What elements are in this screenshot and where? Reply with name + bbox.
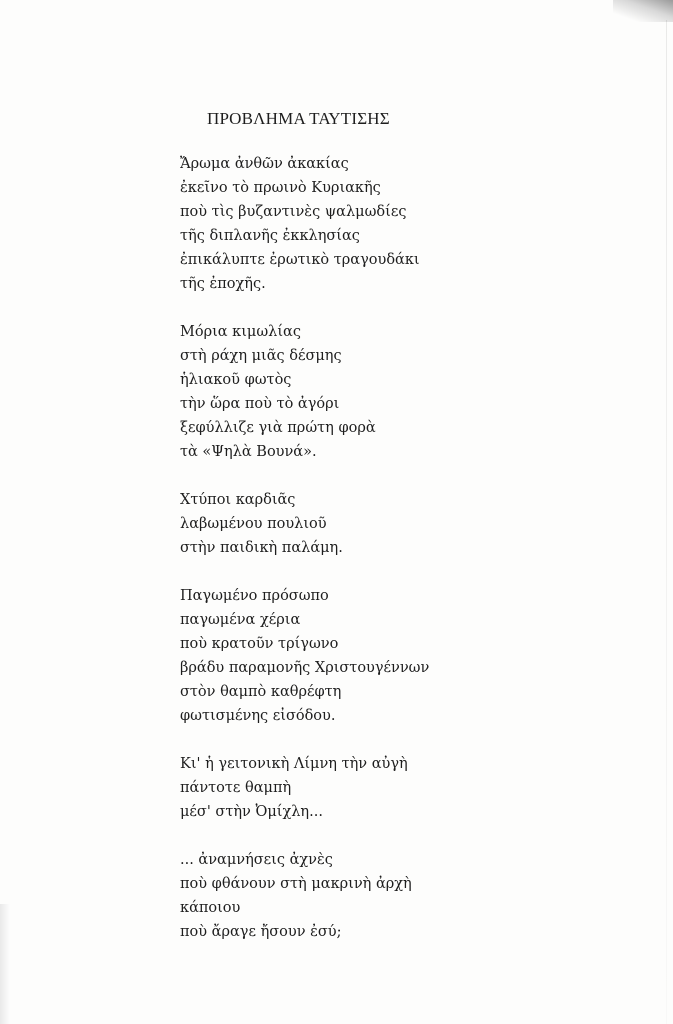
- poem-line: μέσ' στὴν Ὀμίχλη...: [180, 804, 323, 820]
- poem-line: ποὺ τὶς βυζαντινὲς ψαλμωδίες: [180, 204, 407, 220]
- poem-line: ξεφύλλιζε γιὰ πρώτη φορὰ: [180, 420, 376, 436]
- poem-line: τὴν ὥρα ποὺ τὸ ἀγόρι: [180, 396, 340, 412]
- poem-line: ἡλιακοῦ φωτὸς: [180, 372, 292, 388]
- stanza: [180, 752, 660, 824]
- poem-line: φωτισμένης εἰσόδου.: [180, 708, 336, 724]
- poem-line: τῆς διπλανῆς ἐκκλησίας: [180, 228, 360, 244]
- stanza: [180, 584, 660, 728]
- poem-line: ποὺ φθάνουν στὴ μακρινὴ ἀρχὴ: [180, 876, 412, 892]
- stanza: [180, 488, 660, 560]
- poem-line: παγωμένα χέρια: [180, 612, 301, 628]
- poem-line: Χτύποι καρδιᾶς: [180, 492, 296, 508]
- poem-line: κάποιου: [180, 900, 241, 916]
- poem-line: Ἄρωμα ἀνθῶν ἀκακίας: [180, 156, 349, 172]
- poem-line: πάντοτε θαμπὴ: [180, 780, 292, 796]
- page-corner-shadow: [613, 0, 673, 22]
- poem-line: λαβωμένου πουλιοῦ: [180, 516, 327, 532]
- poem-line: στὸν θαμπὸ καθρέφτη: [180, 684, 342, 700]
- poem-line: τὰ «Ψηλὰ Βουνά».: [180, 444, 317, 460]
- poem-line: στὴν παιδικὴ παλάμη.: [180, 540, 343, 556]
- poem-line: στὴ ράχη μιᾶς δέσμης: [180, 348, 342, 364]
- poem-line: τῆς ἐποχῆς.: [180, 276, 266, 292]
- poem-line: Μόρια κιμωλίας: [180, 324, 301, 340]
- poem-line: ... ἀναμνήσεις ἀχνὲς: [180, 852, 333, 868]
- page-edge: [666, 20, 667, 1024]
- stanza: [180, 320, 660, 464]
- stanza: [180, 152, 660, 296]
- poem-line: ἐκεῖνο τὸ πρωινὸ Κυριακῆς: [180, 180, 381, 196]
- poem-title: ΠΡΟΒΛΗΜΑ ΤΑΥΤΙΣΗΣ: [207, 109, 390, 128]
- stanza: [180, 848, 660, 944]
- poem-line: βράδυ παραμονῆς Χριστουγέννων: [180, 660, 430, 676]
- poem-line: ποὺ κρατοῦν τρίγωνο: [180, 636, 339, 652]
- binding-shadow: [0, 904, 10, 1024]
- poem-line: Παγωμένο πρόσωπο: [180, 588, 329, 604]
- poem-line: ἐπικάλυπτε ἐρωτικὸ τραγουδάκι: [180, 252, 420, 268]
- poem-line: ποὺ ἄραγε ἤσουν ἐσύ;: [180, 924, 342, 940]
- poem-line: Κι' ἡ γειτονικὴ Λίμνη τὴν αὐγὴ: [180, 756, 408, 772]
- poem-body: [180, 152, 660, 968]
